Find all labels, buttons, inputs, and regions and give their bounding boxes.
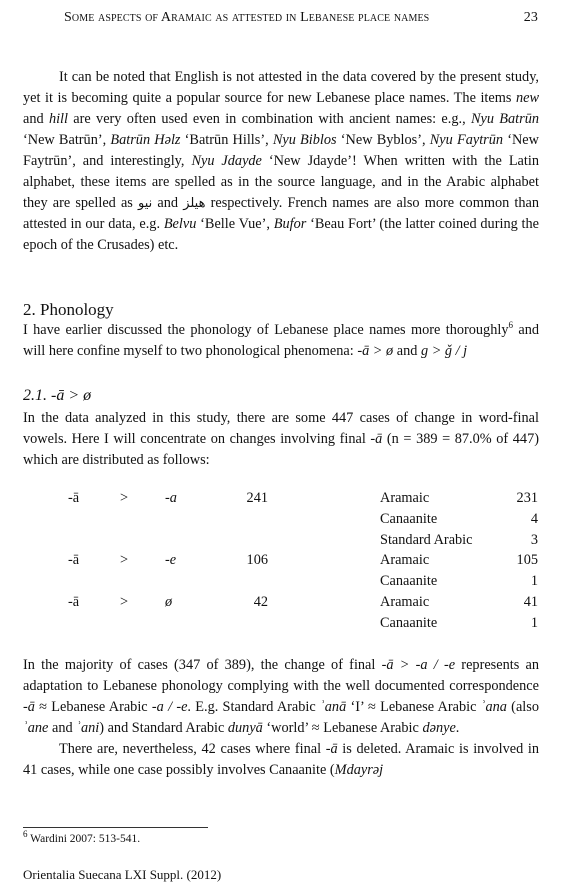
distribution-table bbox=[23, 490, 543, 636]
table-row: Canaanite 1 bbox=[380, 614, 538, 631]
majority-paragraph-block bbox=[23, 655, 539, 781]
table-row: -ā > -e 106 Aramaic 105 bbox=[68, 552, 538, 569]
page-number: 23 bbox=[523, 10, 538, 25]
table-row: Canaanite 1 bbox=[380, 573, 538, 590]
table-row: Standard Arabic 3 bbox=[380, 531, 538, 548]
majority-paragraph: In the majority of cases (347 of 389), the change of final -ā > -a / -e represents an adaptation to Lebanese phonology complying with the well documented correspondence -ā ≈ Lebanese Arabic -a / -e. E.g. Standard Arabic ʾanā ‘I’ ≈ Lebanese Arabic ʾana (also ʾane and ʾani) and Standard Arabic dunyā ‘world’ ≈ Lebanese Arabic dənye. bbox=[23, 657, 539, 736]
subsection-paragraph-block bbox=[23, 408, 539, 471]
table-row: Canaanite 4 bbox=[380, 510, 538, 527]
intro-paragraph: It can be noted that English is not attested in the data covered by the present study, yet it is becoming quite a popular source for new Lebanese place names. The items new and hill are very often used even in combination with ancient names: e.g., Nyu Batrūn ‘New Batrūn’, Batrūn Həlz ‘Batrūn Hills’, Nyu Biblos ‘New Byblos’, Nyu Faytrūn ‘New Faytrūn’, and interestingly, Nyu Jdayde ‘New Jdayde’! When written with the Latin alphabet, these items are spelled as in the source language, and in the Arabic alphabet they are spelled as نيو and هيلز respectively. French names are also more common than attested in our data, e.g. Belvu ‘Belle Vue’, Bufor ‘Beau Fort’ (the latter coined during the epoch of the Crusades) etc. bbox=[23, 69, 539, 253]
footnote-ref: 6 bbox=[508, 320, 513, 331]
phonology-intro: I have earlier discussed the phonology of Lebanese place names more thoroughly$^6$ and will here confine myself to two phonological phenomena: -ā > ø and g > ǧ / j bbox=[23, 320, 540, 359]
arabic-hills: هيلز bbox=[183, 196, 206, 211]
section-heading-phonology: 2. Phonology bbox=[23, 300, 114, 319]
footnote-divider bbox=[23, 827, 208, 828]
running-title: Some aspects of Aramaic as attested in Lebanese place names bbox=[64, 10, 430, 25]
subsection-heading: 2.1. -ā > ø bbox=[23, 387, 92, 404]
intro-paragraph-block bbox=[23, 67, 539, 256]
running-header bbox=[64, 10, 538, 28]
subsection-paragraph: In the data analyzed in this study, there are some 447 cases of change in word-final vowels. Here I will concentrate on changes involving final -ā (n = 389 = 87.0% of 447) which are distributed as follows: bbox=[23, 410, 539, 468]
table-row: -ā > -a 241 Aramaic 231 bbox=[68, 490, 538, 506]
phonology-intro-block bbox=[23, 320, 539, 362]
footnote: $^6$ Wardini 2007: 513-541. bbox=[23, 829, 141, 845]
page-footer: Orientalia Suecana LXI Suppl. (2012) bbox=[23, 867, 222, 882]
nevertheless-paragraph: There are, nevertheless, 42 cases where final -ā is deleted. Aramaic is involved in 41 cases, while one case possibly involves Canaanite (Mdayrəj bbox=[23, 741, 539, 778]
table-row: -ā > ø 42 Aramaic 41 bbox=[68, 593, 538, 610]
arabic-new: نيو bbox=[138, 196, 153, 211]
